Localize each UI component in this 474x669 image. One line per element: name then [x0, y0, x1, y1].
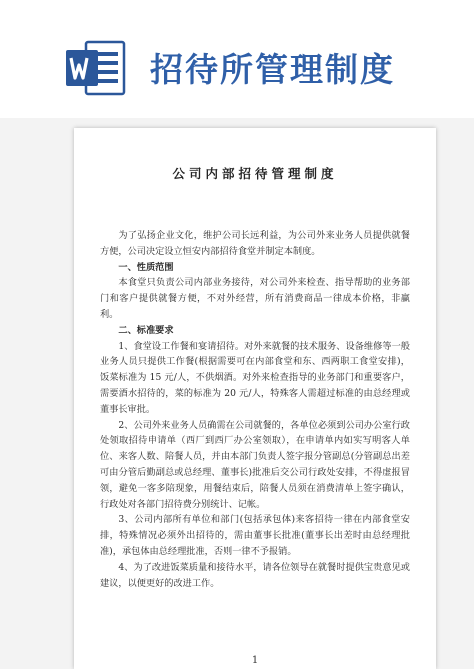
banner-title: 招待所管理制度	[150, 50, 395, 89]
document-viewer	[0, 118, 474, 669]
document-body	[100, 228, 410, 591]
paragraph-item-1: 1、食堂设工作餐和宴请招待。对外来就餐的技术服务、设备维修等一般业务人员只提供工作餐(根据需要可在内部食堂和东、西两职工食堂安排)，饭菜标准为 15 元/人，不供烟酒。对外来检查指导的业务部门和重要客户，需要酒水招待的，菜的标准为 20 元/人，特殊客人需超过标准的由总经理或董事长审批。	[100, 340, 410, 415]
paragraph-item-2: 2、公司外来业务人员确需在公司就餐的，各单位必须到公司办公室行政处领取招待申请单（西厂到西厂办公室领取），在申请单内如实写明客人单位、来客人数、陪餐人员，并由本部门负责人签字报分管副总(分管副总出差可由分管后勤副总或总经理、董事长)批准后交公司行政处安排，不得虚报冒领，避免一客多陪现象，用餐结束后，陪餐人员须在消费清单上签字确认，行政处对各部门招待费分别统计、记帐。	[100, 419, 410, 510]
title-banner	[0, 0, 474, 118]
document-title: 公司内部招待管理制度	[172, 166, 338, 181]
page-number: 1	[251, 655, 259, 666]
paragraph-scope: 本食堂只负责公司内部业务接待，对公司外来检查、指导帮助的业务部门和客户提供就餐方便，不对外经营，所有消费商品一律成本价格，非赢利。	[100, 277, 410, 320]
section-heading-standards: 二、标准要求	[118, 324, 174, 336]
document-page	[74, 128, 436, 669]
section-heading-scope: 一、性质范围	[118, 261, 174, 273]
paragraph-item-4: 4、为了改进饭菜质量和接待水平，请各位领导在就餐时提供宝贵意见或建议，以便更好的改进工作。	[100, 561, 410, 589]
paragraph-item-3: 3、公司内部所有单位和部门(包括承包体)来客招待一律在内部食堂安排，特殊情况必须外出招待的，需由董事长批准(董事长出差时由总经理批准)，承包体由总经理批准，否则一律不予报销。	[100, 514, 410, 557]
paragraph-intro: 为了弘扬企业文化，维护公司长远利益，为公司外来业务人员提供就餐方便，公司决定设立恒安内部招待食堂并制定本制度。	[100, 230, 410, 257]
word-document-icon	[64, 38, 128, 98]
